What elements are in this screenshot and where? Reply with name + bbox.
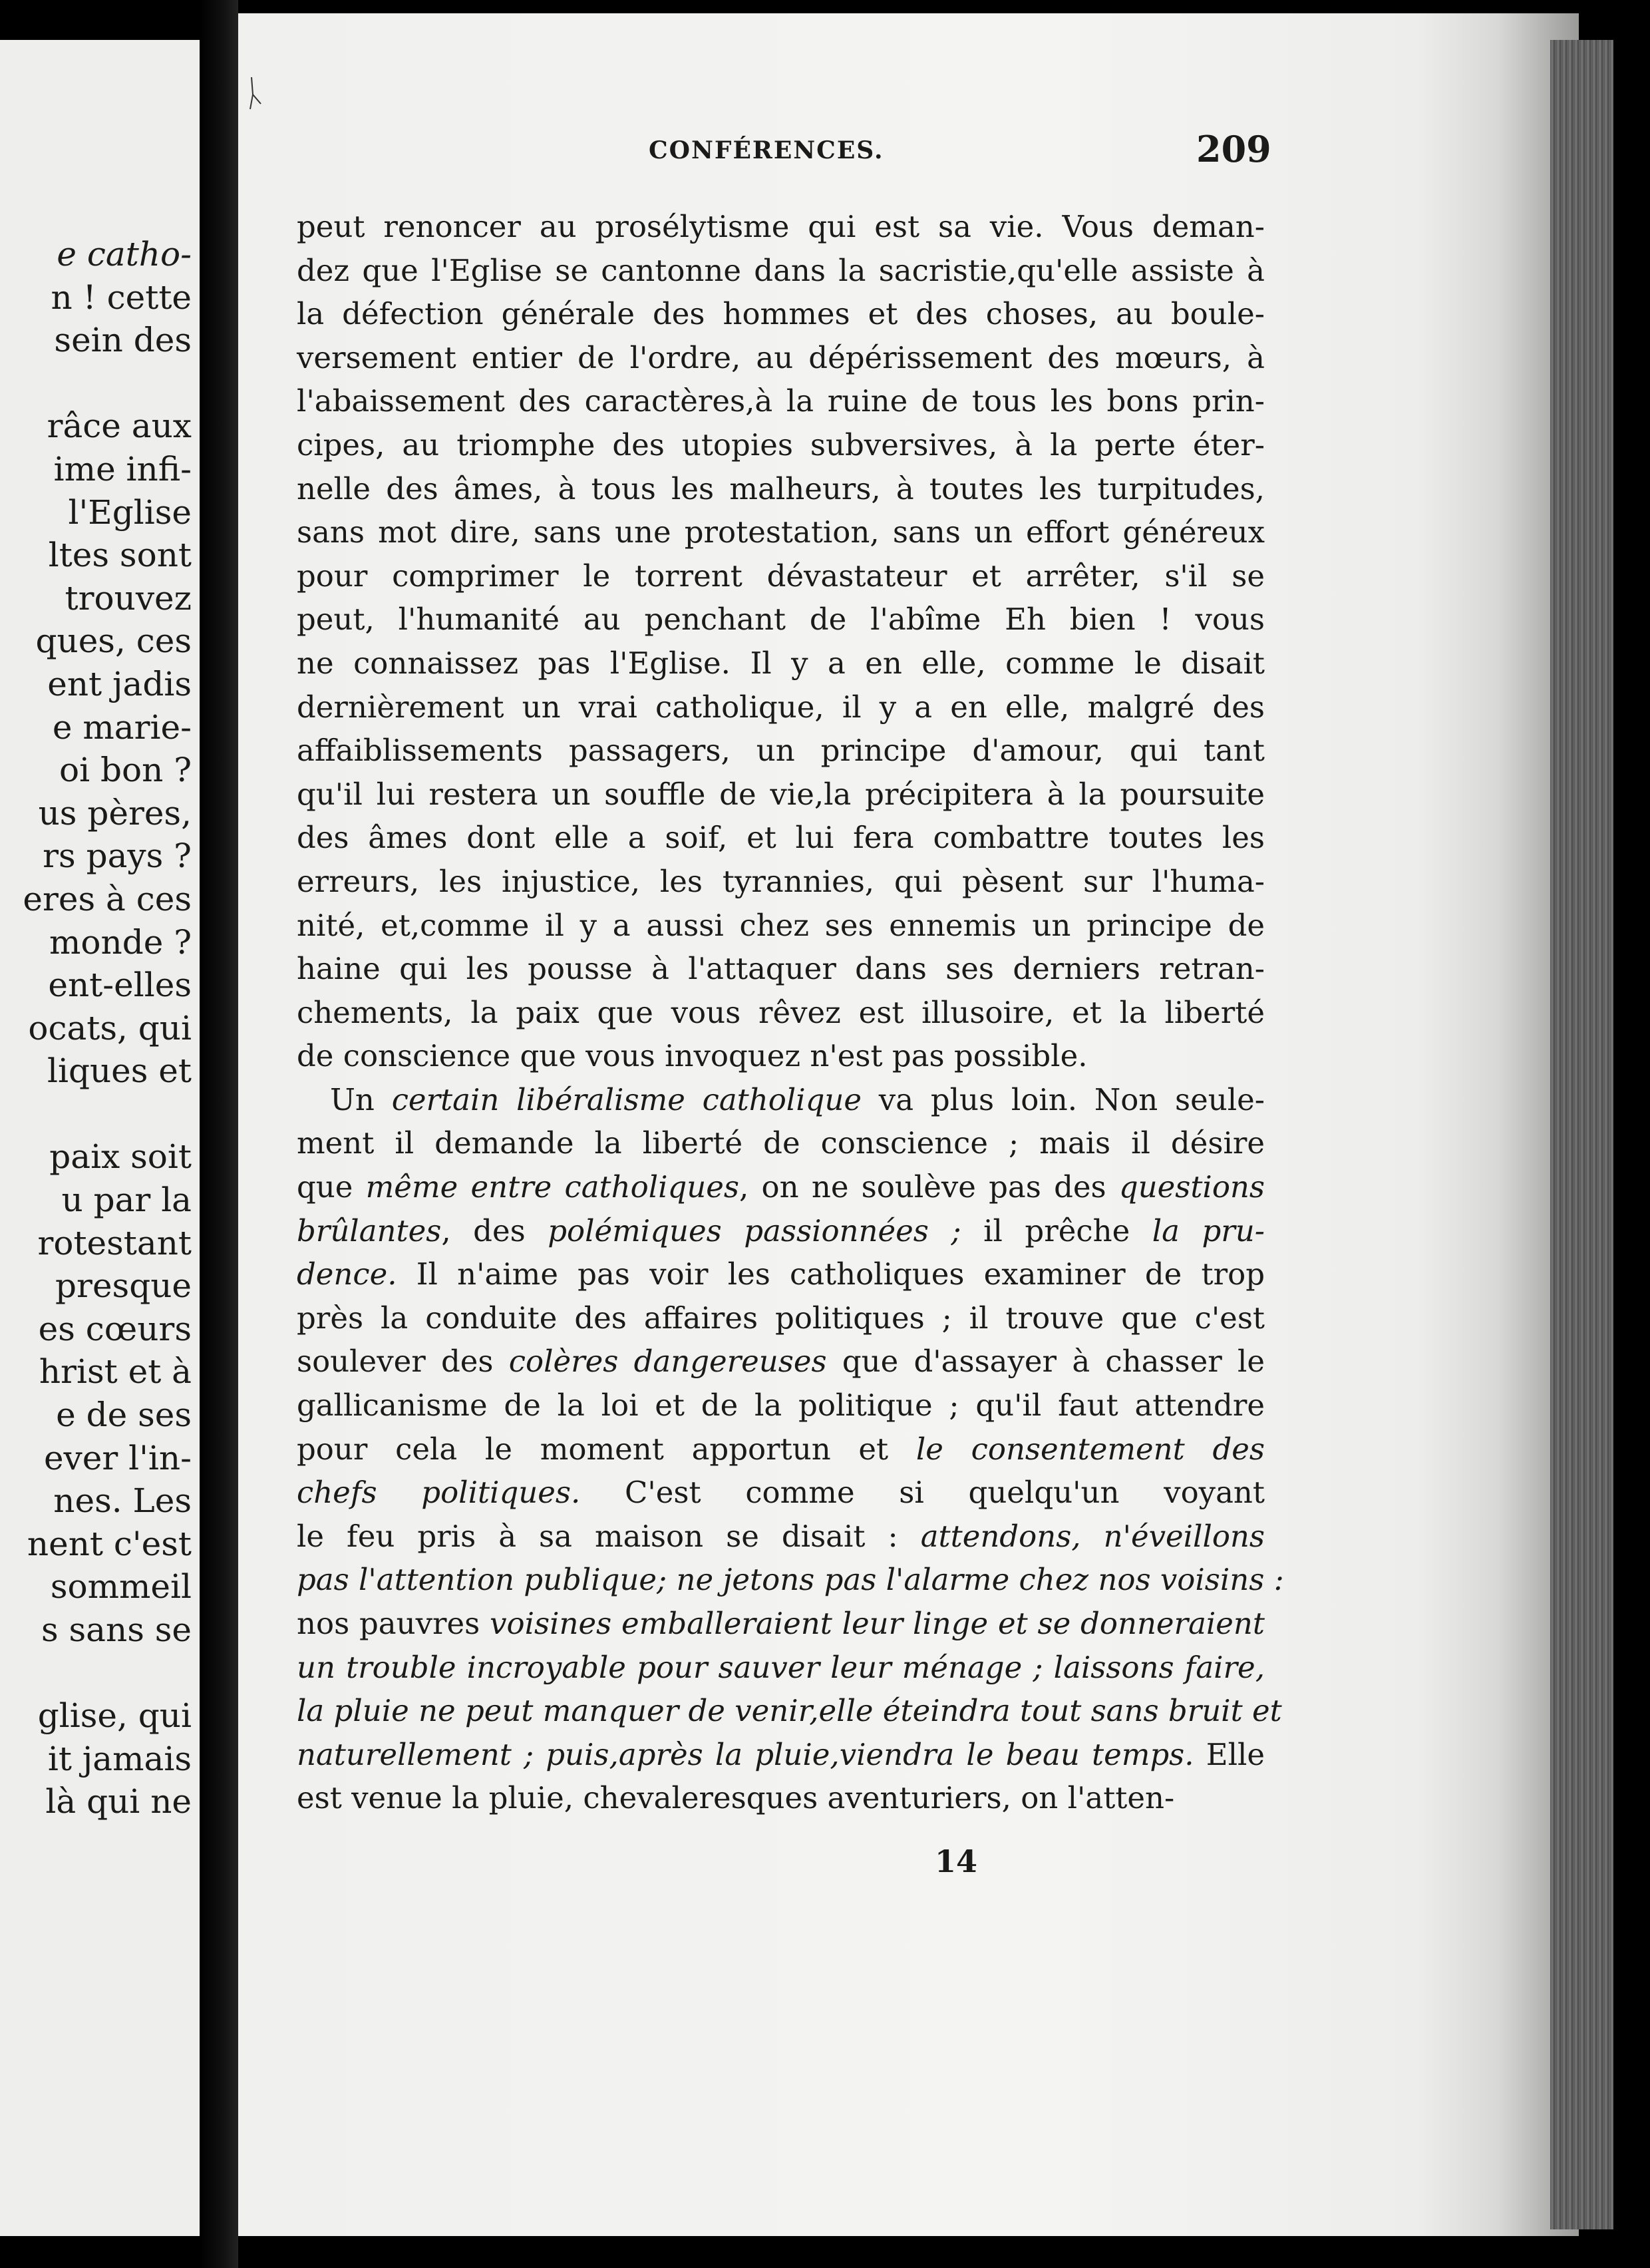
book-gutter [200,0,238,2268]
text-line [297,1602,1265,1646]
text-run: près la conduite des affaires politiques ; il trouve que c'est [297,1300,1265,1336]
text-run: haine qui les pousse à l'attaquer dans ses derniers retran- [297,951,1265,987]
italic-text: dence. [297,1256,397,1292]
text-run: cipes, au triomphe des utopies subversives, à la perte éter- [297,427,1265,463]
text-line [297,554,1265,598]
text-line [297,1733,1265,1777]
scan-border [1613,0,1650,2268]
running-title: CONFÉRENCES. [649,136,884,164]
facing-page-line: sein des [54,321,192,360]
text-run: Elle [1194,1736,1265,1772]
facing-page-line: ent-elles [48,966,192,1005]
italic-text: questions [1118,1169,1265,1205]
page-number: 209 [1196,128,1271,170]
text-run: erreurs, les injustice, les tyrannies, qui pèsent sur l'huma- [297,863,1265,899]
text-line [297,947,1265,991]
text-line [297,510,1265,554]
facing-page-line [23,1093,192,1136]
facing-page-line: u par la [61,1181,192,1220]
facing-page-line: râce aux [47,407,192,446]
text-run: soulever des [297,1344,509,1380]
text-run: nos pauvres [297,1606,490,1641]
text-run: ment il demande la liberté de conscience ; mais il désire [297,1125,1265,1161]
text-run: Il n'aime pas voir les catholiques examiner de trop [397,1256,1265,1292]
text-line [297,816,1265,860]
text-run: , on ne soulève pas des [739,1169,1119,1205]
facing-page-line [23,1652,192,1695]
text-line [297,685,1265,729]
text-run: nité, et,comme il y a aussi chez ses ennemis un principe de [297,907,1265,943]
page-fore-edge [1550,40,1613,2229]
text-run: , des [441,1213,548,1248]
italic-text: le consentement des [915,1431,1265,1467]
facing-page-line: l'Eglise [68,492,192,532]
text-line [297,1384,1265,1427]
italic-text: certain libéralisme catholique [391,1081,862,1117]
text-line [297,991,1265,1035]
text-line [297,423,1265,467]
italic-text: brûlantes [297,1213,442,1248]
italic-text: colères dangereuses [508,1344,827,1380]
text-line [297,598,1265,642]
text-line [297,904,1265,948]
facing-page-line [23,362,192,405]
italic-text: chefs politiques. [297,1475,581,1511]
text-line [297,1427,1265,1471]
text-line [297,1165,1265,1209]
text-line [297,379,1265,423]
text-line [297,1034,1265,1078]
text-line [297,1078,1265,1122]
facing-page-line: e de ses [56,1396,192,1435]
text-run: va plus loin. Non seule- [862,1081,1265,1117]
facing-page-line: nent c'est [27,1524,192,1563]
facing-page-line: e catho- [57,235,192,274]
text-run: il prêche [961,1213,1152,1248]
facing-page-line: ocats, qui [28,1008,192,1047]
italic-text: voisines emballeraient leur linge et se donneraient [490,1606,1265,1641]
page-body-text [297,205,1284,1820]
facing-page-line: eres à ces [23,879,192,918]
text-line [297,292,1265,336]
facing-page-line: nes. Les [53,1481,192,1521]
text-line [297,336,1265,380]
text-run: Un [330,1081,392,1117]
facing-page-line: liques et [47,1051,192,1091]
facing-page-line: monde ? [49,922,192,962]
text-run: pour comprimer le torrent dévastateur et arrêter, s'il se [297,558,1265,594]
italic-text: naturellement ; puis,après la pluie,viendra le beau temps. [297,1736,1194,1772]
italic-text: un trouble incroyable pour sauver leur ménage ; laissons faire, [297,1649,1265,1685]
text-run: gallicanisme de la loi et de la politique ; qu'il faut attendre [297,1388,1265,1423]
facing-page-line: oi bon ? [59,751,192,790]
facing-page-line: ltes sont [48,536,192,575]
text-line [297,1340,1265,1384]
facing-page-line: paix soit [49,1137,192,1177]
text-line [297,1296,1265,1340]
text-line [297,1558,1284,1602]
italic-text: la pru- [1152,1213,1265,1248]
facing-page-line: n ! cette [51,278,192,317]
text-line [297,1646,1265,1690]
facing-page-line: ever l'in- [43,1438,192,1477]
text-run: versement entier de l'ordre, au dépérissement des mœurs, à [297,339,1265,375]
text-line [297,642,1265,685]
facing-page-line: it jamais [47,1739,192,1778]
facing-page-line: hrist et à [39,1352,192,1392]
italic-text: pas l'attention publique; ne jetons pas l'alarme chez nos voisins : [297,1562,1284,1598]
signature-mark: 14 [935,1843,978,1879]
text-line [297,1515,1265,1559]
facing-page-line: presque [55,1266,192,1306]
text-run: C'est comme si quelqu'un voyant [580,1475,1265,1511]
text-run: que d'assayer à chasser le [826,1344,1265,1380]
text-run: qu'il lui restera un souffle de vie,la précipitera à la poursuite [297,776,1265,812]
text-line [297,1252,1265,1296]
text-line [297,860,1265,904]
text-run: chements, la paix que vous rêvez est illusoire, et la liberté [297,994,1265,1030]
italic-text: attendons, n'éveillons [920,1518,1265,1554]
pencil-mark-icon [248,75,265,114]
text-run: sans mot dire, sans une protestation, sans un effort généreux [297,514,1265,550]
italic-text: la pluie ne peut manquer de venir,elle éteindra tout sans bruit et [297,1693,1282,1729]
italic-text: même entre catholiques [365,1169,740,1205]
italic-text: polémiques passionnées ; [548,1213,961,1248]
text-run: est venue la pluie, chevaleresques aventuriers, on l'atten- [297,1780,1175,1816]
text-run: dez que l'Eglise se cantonne dans la sacristie,qu'elle assiste à [297,252,1265,288]
facing-page-line: us pères, [38,793,192,833]
text-run: pour cela le moment apportun et [297,1431,916,1467]
facing-page-line: rs pays ? [43,837,192,876]
facing-page-line: ent jadis [47,664,192,703]
text-line [297,205,1265,249]
facing-page-text [23,233,192,1823]
text-line [297,1776,1265,1820]
facing-page-line: sommeil [50,1567,192,1606]
text-run: le feu pris à sa maison se disait : [297,1518,921,1554]
facing-page-line: glise, qui [37,1696,192,1736]
facing-page-line: ime infi- [53,449,192,488]
text-line [297,1121,1265,1165]
text-run: des âmes dont elle a soif, et lui fera combattre toutes les [297,820,1265,856]
facing-page-line: e marie- [52,707,192,747]
text-run: peut renoncer au prosélytisme qui est sa vie. Vous deman- [297,209,1265,244]
text-run: affaiblissements passagers, un principe d'amour, qui tant [297,733,1265,769]
text-run: ne connaissez pas l'Eglise. Il y a en elle, comme le disait [297,645,1265,681]
text-run: l'abaissement des caractères,à la ruine de tous les bons prin- [297,383,1265,419]
text-run: de conscience que vous invoquez n'est pas possible. [297,1038,1088,1074]
facing-page-line: es cœurs [38,1309,192,1348]
text-line [297,1209,1265,1253]
text-line [297,1471,1265,1515]
facing-page-line: trouvez [65,578,192,618]
text-run: nelle des âmes, à tous les malheurs, à toutes les turpitudes, [297,471,1265,506]
facing-page-line: ques, ces [35,622,192,661]
text-run: la défection générale des hommes et des choses, au boule- [297,296,1265,332]
text-line [297,729,1265,773]
facing-page-line: s sans se [41,1610,192,1649]
facing-page-line: rotestant [37,1223,192,1262]
text-run: peut, l'humanité au penchant de l'abîme Eh bien ! vous [297,602,1265,638]
text-line [297,249,1265,293]
text-line [297,773,1265,817]
text-line [297,1689,1282,1733]
text-line [297,467,1265,511]
text-run: que [297,1169,366,1205]
text-run: dernièrement un vrai catholique, il y a en elle, malgré des [297,689,1265,725]
facing-page-left [0,40,200,2236]
facing-page-line: là qui ne [45,1782,192,1821]
